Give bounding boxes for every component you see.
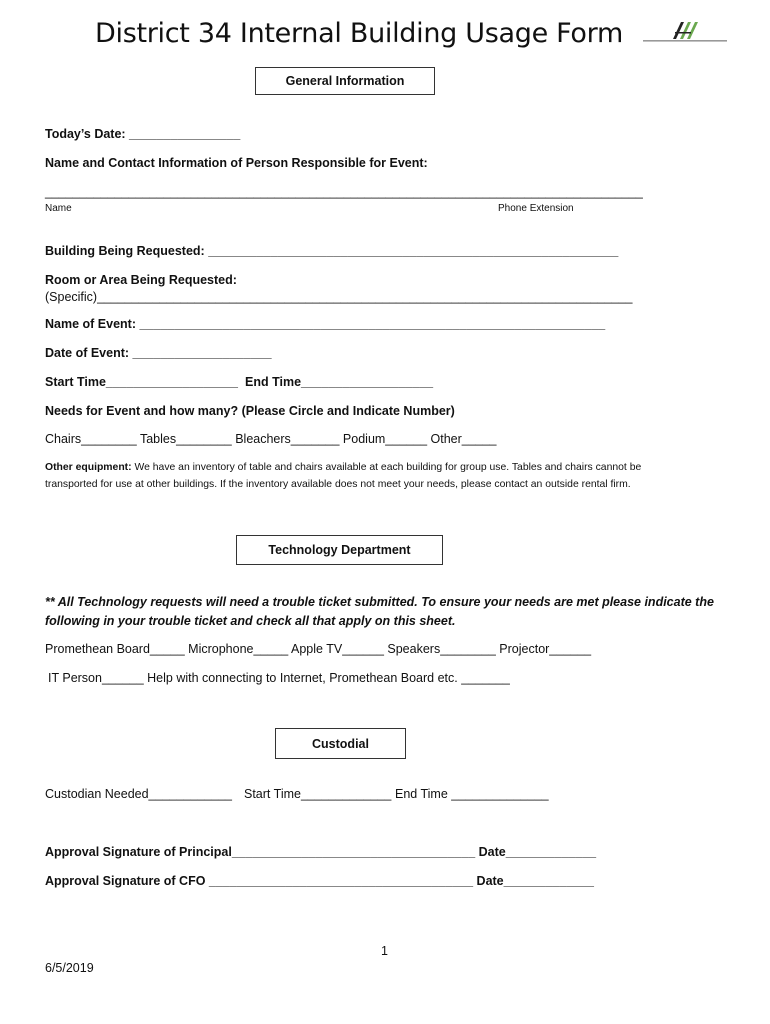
district-logo-icon [643,20,727,44]
room-requested-label: Room or Area Being Requested: [45,273,237,287]
it-person-field[interactable]: IT Person______ Help with connecting to Internet, Promethean Board etc. _______ [48,671,510,685]
footer-date: 6/5/2019 [45,961,94,975]
room-specific-field[interactable]: (Specific)_____________________________________________________________________________ [45,290,633,304]
technology-notice: ** All Technology requests will need a trouble ticket submitted. To ensure your needs are met please indicate the following in your trouble ticket and check all that apply on this sheet. [45,595,714,628]
contact-line[interactable]: ______________________________________________________________________________________ [45,185,643,199]
custodian-end-time-field[interactable]: End Time ______________ [395,787,549,801]
section-custodial: Custodial [275,728,406,759]
cfo-approval-field[interactable]: Approval Signature of CFO ______________________________________ Date_____________ [45,874,595,888]
needs-heading: Needs for Event and how many? (Please Circle and Indicate Number) [45,404,455,418]
building-requested-field[interactable]: Building Being Requested: ___________________________________________________________ [45,244,619,258]
custodian-start-time-field[interactable]: Start Time_____________ [244,787,392,801]
page-title: District 34 Internal Building Usage Form [95,18,623,49]
other-equipment-text: We have an inventory of table and chairs available at each building for group use. Tables and chairs cannot be transported for use at other buildings. If the inventory available does not meet your needs, please contact an outside rental firm. [45,462,642,490]
contact-heading: Name and Contact Information of Person Responsible for Event: [45,156,428,170]
page-number: 1 [381,944,388,958]
other-equipment-note [45,459,685,493]
todays-date-field[interactable]: Today’s Date: ________________ [45,127,241,141]
section-technology-department: Technology Department [236,535,443,565]
principal-approval-field[interactable]: Approval Signature of Principal___________________________________ Date_____________ [45,845,597,859]
other-equipment-label: Other equipment: [45,462,132,473]
technology-items-field[interactable]: Promethean Board_____ Microphone_____ Apple TV______ Speakers________ Projector______ [45,642,592,656]
event-date-field[interactable]: Date of Event: ____________________ [45,346,272,360]
equipment-field[interactable]: Chairs________ Tables________ Bleachers_______ Podium______ Other_____ [45,432,497,446]
end-time-field[interactable]: End Time___________________ [245,375,434,389]
event-name-field[interactable]: Name of Event: ___________________________________________________________________ [45,317,606,331]
section-general-information: General Information [255,67,435,95]
phone-extension-label: Phone Extension [498,203,574,214]
name-label: Name [45,203,72,214]
start-time-field[interactable]: Start Time___________________ [45,375,238,389]
custodian-needed-field[interactable]: Custodian Needed____________ [45,787,232,801]
